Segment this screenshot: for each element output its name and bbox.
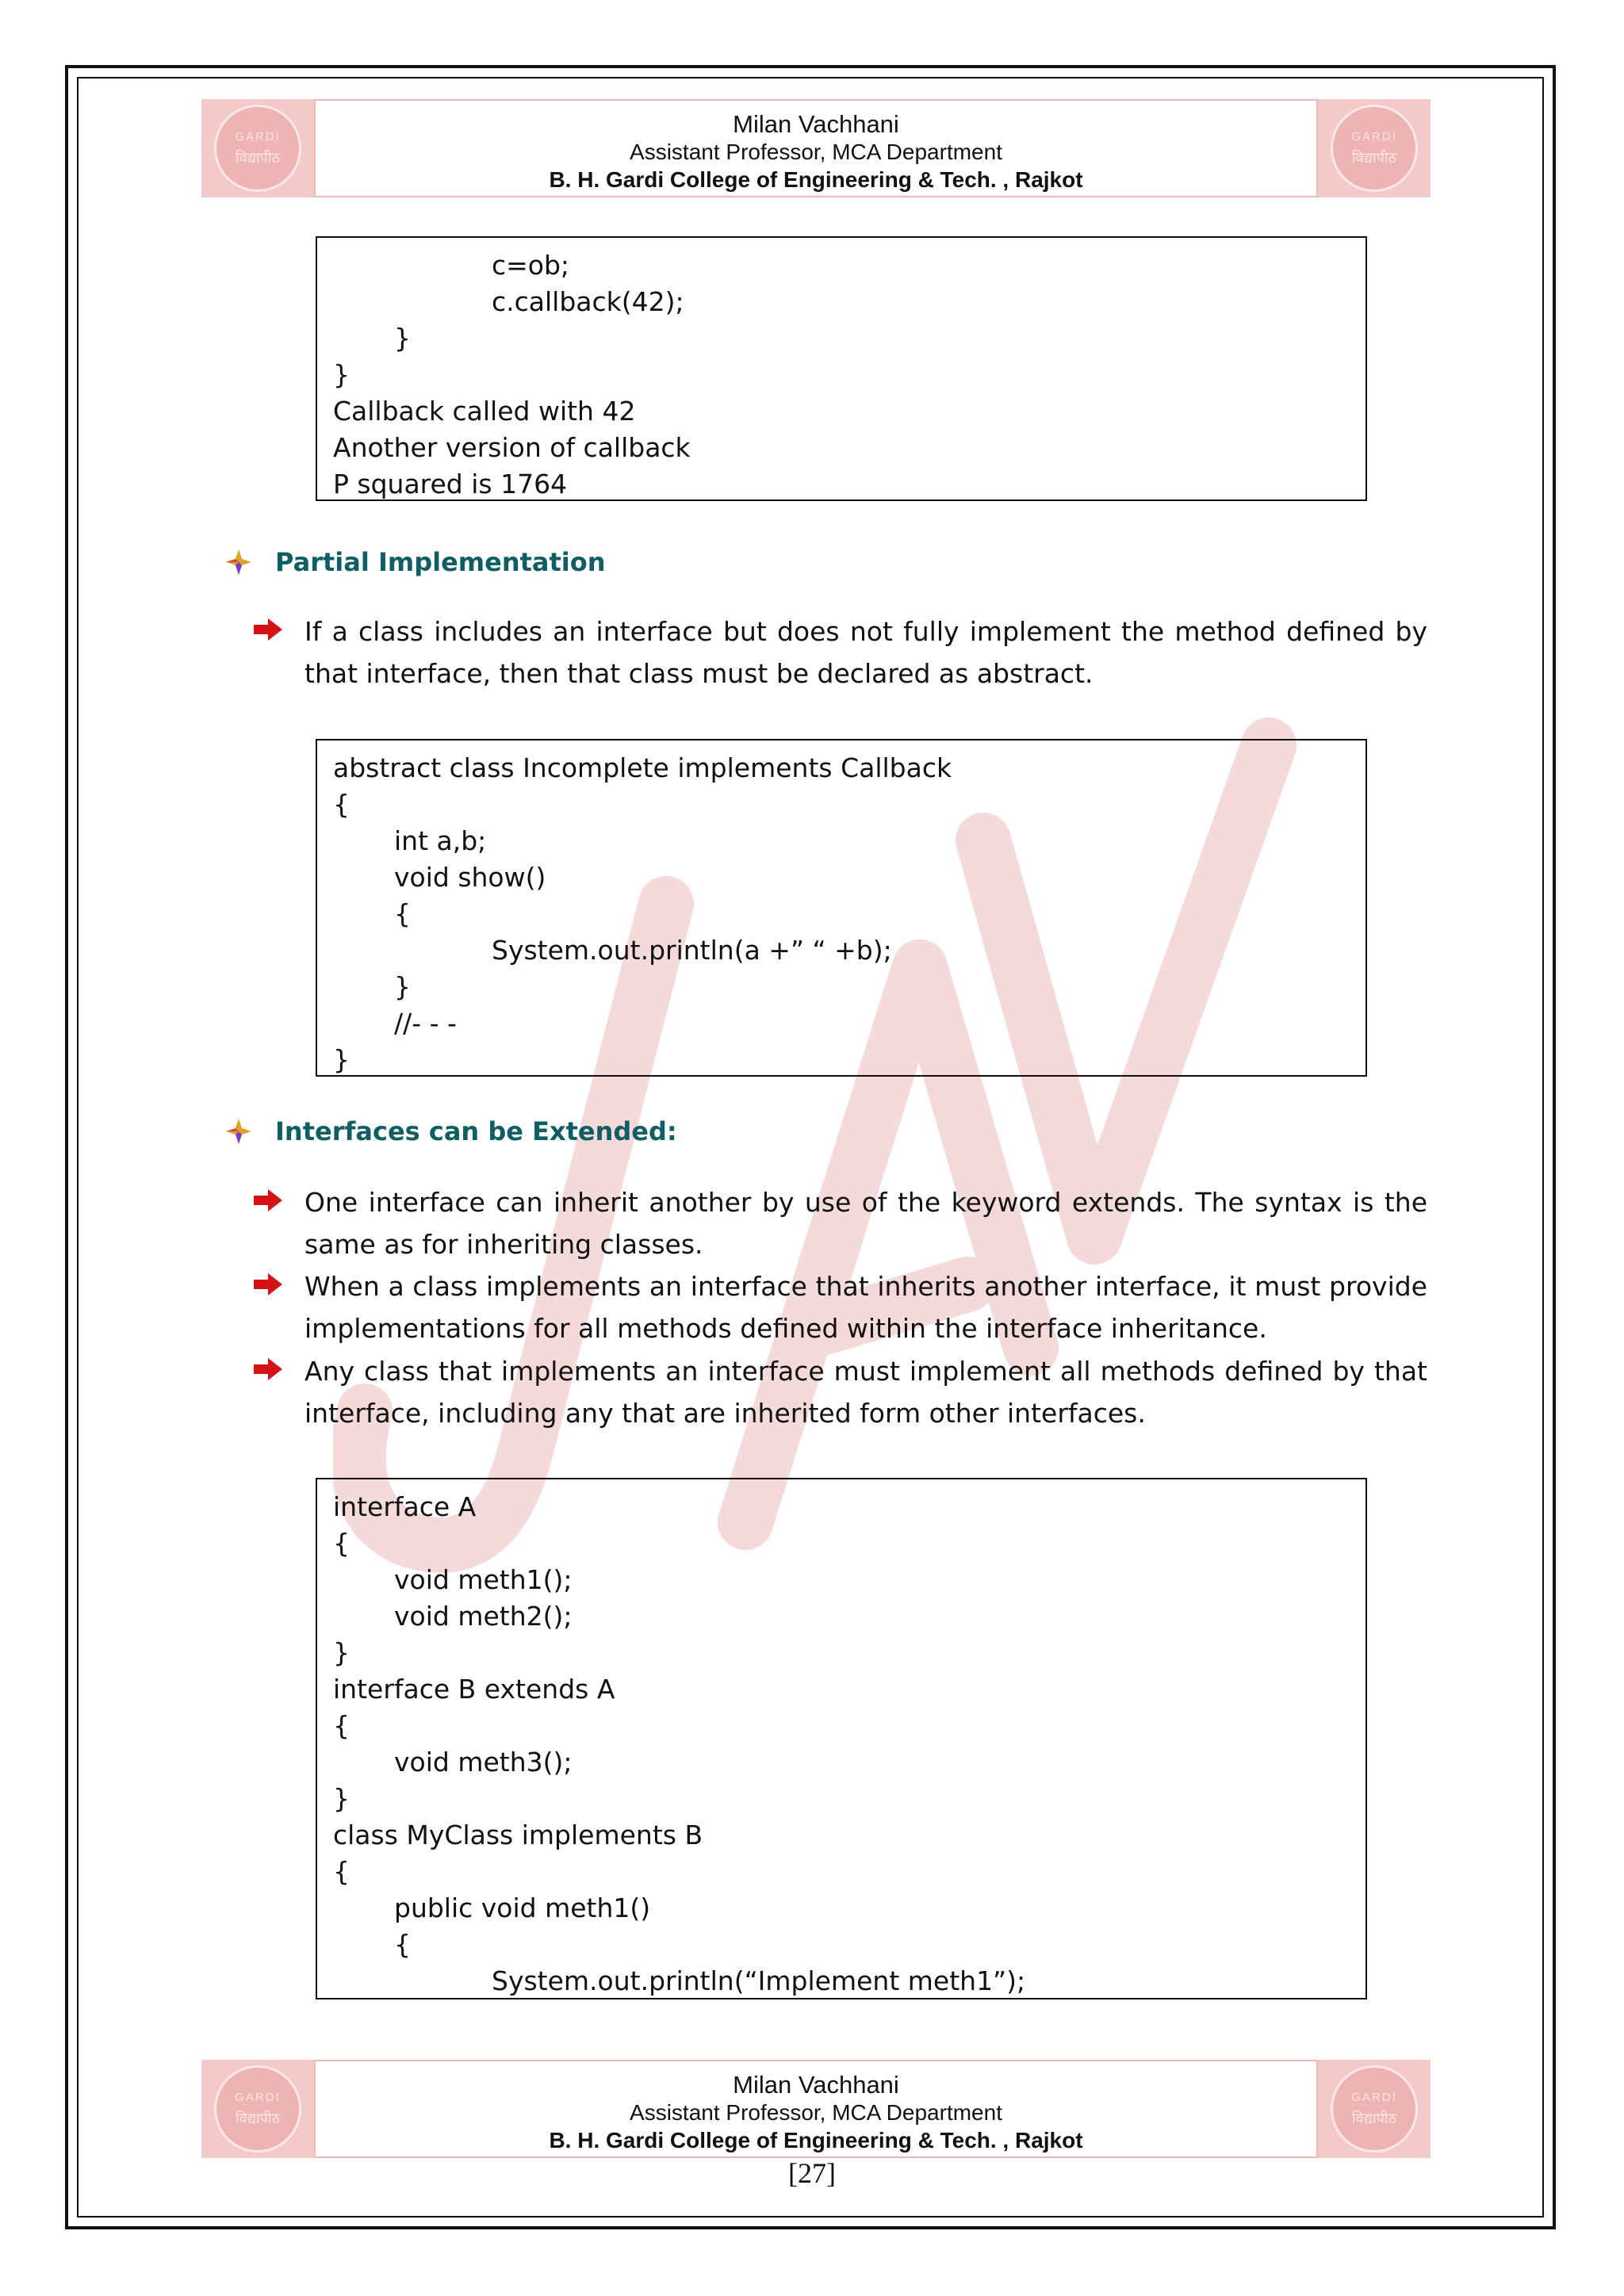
college-logo-left [201,2060,314,2158]
code-block-callback-output [316,236,1367,501]
code-line: { [333,1528,350,1559]
code-line: c=ob; [492,250,570,281]
code-line: System.out.println(“Implement meth1”); [492,1965,1026,1996]
code-line: { [333,789,350,820]
code-line: void meth3(); [394,1747,573,1777]
code-line: } [333,1783,350,1814]
college-seal-icon: GARDI विद्यापीठ [1331,2065,1418,2152]
red-arrow-bullet-icon [254,1273,282,1295]
output-line: Callback called with 42 [333,396,636,427]
code-line: { [333,1710,350,1741]
author-role: Assistant Professor, MCA Department [630,140,1002,164]
college-seal-icon: GARDI विद्यापीठ [214,105,301,192]
bullet-item: One interface can inherit another by use of the keyword extends. The syntax is the same as for inheriting classes. [254,1181,1427,1265]
author-name: Milan Vachhani [733,2071,899,2099]
code-line: } [394,971,411,1002]
red-arrow-bullet-icon [254,618,282,641]
header-text-box [314,99,1318,197]
code-line: } [333,1044,350,1075]
code-line: //- - - [394,1008,457,1039]
college-logo-right [1318,2060,1431,2158]
code-line: void show() [394,862,546,893]
four-point-star-icon [224,1117,253,1146]
code-line: } [394,323,411,354]
code-line: c.callback(42); [492,286,684,317]
output-line: P squared is 1764 [333,469,568,499]
code-line: abstract class Incomplete implements Callback [333,752,952,783]
red-arrow-bullet-icon [254,1189,282,1211]
code-line: { [394,1929,411,1960]
code-block-abstract-class [316,739,1367,1077]
code-line: { [394,898,411,929]
page-header [201,99,1431,197]
code-line: int a,b; [394,825,487,856]
code-line: interface B extends A [333,1674,615,1705]
college-logo-right [1318,99,1431,197]
four-point-star-icon [224,548,253,576]
code-line: void meth1(); [394,1564,573,1595]
college-name: B. H. Gardi College of Engineering & Tech. , Rajkot [549,167,1083,192]
red-arrow-bullet-icon [254,1358,282,1380]
college-seal-icon: GARDI विद्यापीठ [1331,105,1418,192]
code-line: } [333,359,350,390]
college-name: B. H. Gardi College of Engineering & Tech. , Rajkot [549,2128,1083,2152]
code-line: public void meth1() [394,1892,651,1923]
code-block-interface-extends [316,1478,1367,1999]
code-line: interface A [333,1491,477,1522]
page-footer [201,2060,1431,2158]
college-seal-icon: GARDI विद्यापीठ [214,2065,301,2152]
output-line: Another version of callback [333,432,691,463]
code-line: System.out.println(a +” “ +b); [492,935,892,966]
code-line: } [333,1637,350,1668]
section-heading-partial-implementation: Partial Implementation [224,547,606,577]
bullet-item: Any class that implements an interface must implement all methods defined by that interface, including any that are inherited form other interfaces. [254,1350,1427,1434]
code-line: { [333,1856,350,1887]
footer-text-box [314,2060,1318,2158]
author-role: Assistant Professor, MCA Department [630,2100,1002,2125]
college-logo-left [201,99,314,197]
code-line: void meth2(); [394,1601,573,1632]
bullet-item: If a class includes an interface but does not fully implement the method defined by that interface, then that class must be declared as abstract. [254,610,1427,695]
author-name: Milan Vachhani [733,110,899,138]
code-line: class MyClass implements B [333,1820,703,1850]
page-number: [27] [788,2157,836,2189]
section-heading-interfaces-extended: Interfaces can be Extended: [224,1116,677,1146]
bullet-item: When a class implements an interface that inherits another interface, it must provide implementations for all methods defined within the interface inheritance. [254,1265,1427,1349]
